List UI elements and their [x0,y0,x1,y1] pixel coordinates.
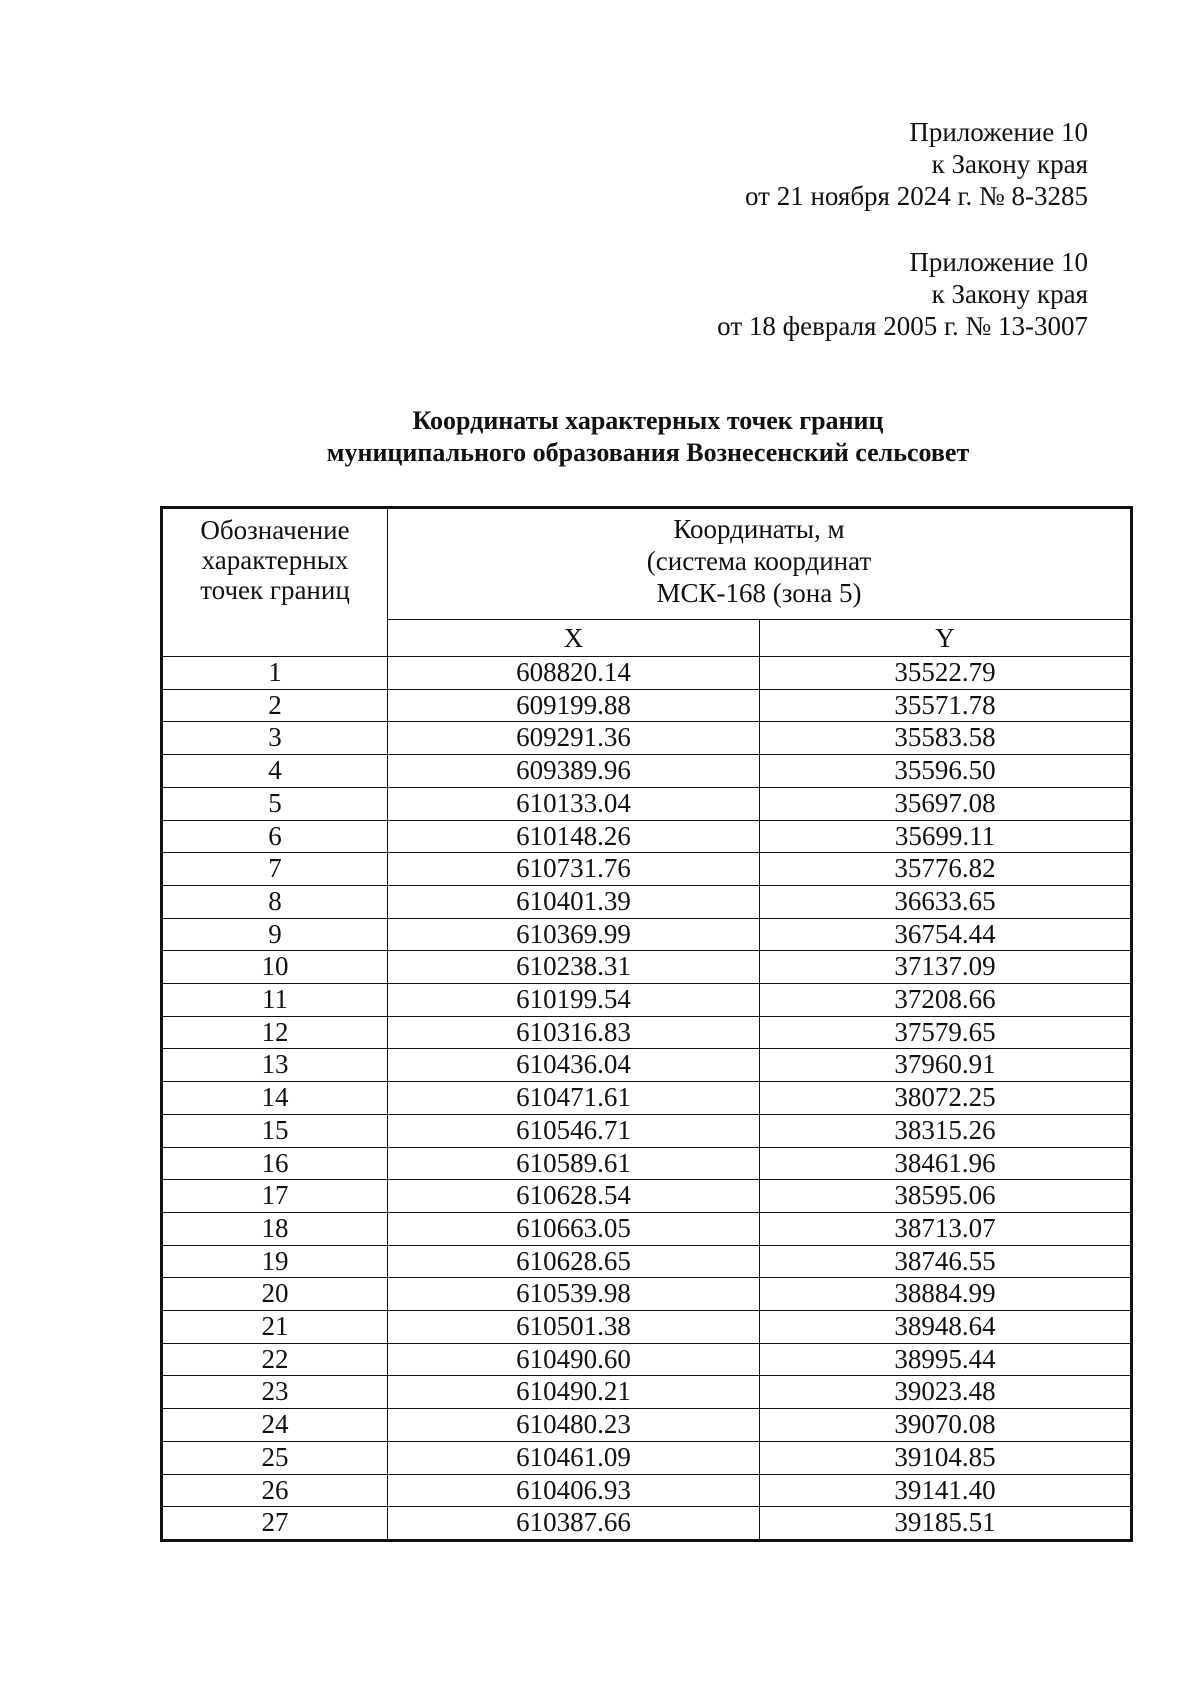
point-number-cell: 20 [162,1278,388,1311]
appendix-header-original [717,246,1088,342]
y-coordinate-cell: 35571.78 [760,689,1132,722]
table-row [162,1376,1132,1409]
table-row [162,820,1132,853]
point-number-cell: 1 [162,657,388,690]
point-number-cell: 8 [162,885,388,918]
point-number-cell: 9 [162,918,388,951]
coordinates-table [160,506,1133,1542]
table-row [162,1507,1132,1541]
header-y: Y [760,620,1132,657]
appendix-number: Приложение 10 [909,247,1088,277]
table-row [162,689,1132,722]
point-number-cell: 4 [162,755,388,788]
table-row [162,1049,1132,1082]
y-coordinate-cell: 37579.65 [760,1016,1132,1049]
point-number-cell: 19 [162,1245,388,1278]
x-coordinate-cell: 610490.21 [388,1376,760,1409]
x-coordinate-cell: 609389.96 [388,755,760,788]
point-number-cell: 5 [162,787,388,820]
point-number-cell: 2 [162,689,388,722]
table-row [162,1441,1132,1474]
y-coordinate-cell: 36754.44 [760,918,1132,951]
y-coordinate-cell: 39023.48 [760,1376,1132,1409]
header-coordinates: Координаты, м (система координат МСК-168 (зона 5) [388,508,1132,620]
coordinates-table-body [162,657,1132,1541]
header-x: X [388,620,760,657]
y-coordinate-cell: 35699.11 [760,820,1132,853]
y-coordinate-cell: 39104.85 [760,1441,1132,1474]
table-row [162,1180,1132,1213]
table-row [162,918,1132,951]
point-number-cell: 7 [162,853,388,886]
table-row [162,787,1132,820]
x-coordinate-cell: 610731.76 [388,853,760,886]
table-row [162,951,1132,984]
table-row [162,657,1132,690]
x-coordinate-cell: 608820.14 [388,657,760,690]
appendix-date: от 21 ноября 2024 г. № 8-3285 [745,181,1088,211]
table-row [162,1016,1132,1049]
point-number-cell: 11 [162,984,388,1017]
y-coordinate-cell: 35522.79 [760,657,1132,690]
y-coordinate-cell: 35697.08 [760,787,1132,820]
x-coordinate-cell: 610546.71 [388,1114,760,1147]
x-coordinate-cell: 610480.23 [388,1409,760,1442]
table-row [162,1409,1132,1442]
y-coordinate-cell: 37137.09 [760,951,1132,984]
table-row [162,1311,1132,1344]
y-coordinate-cell: 39185.51 [760,1507,1132,1541]
table-row [162,984,1132,1017]
title-line-1: Координаты характерных точек границ [412,406,884,435]
table-row [162,1278,1132,1311]
y-coordinate-cell: 38072.25 [760,1082,1132,1115]
point-number-cell: 22 [162,1343,388,1376]
y-coordinate-cell: 36633.65 [760,885,1132,918]
point-number-cell: 16 [162,1147,388,1180]
x-coordinate-cell: 610471.61 [388,1082,760,1115]
y-coordinate-cell: 38595.06 [760,1180,1132,1213]
point-number-cell: 12 [162,1016,388,1049]
x-coordinate-cell: 610133.04 [388,787,760,820]
appendix-number: Приложение 10 [909,117,1088,147]
y-coordinate-cell: 35583.58 [760,722,1132,755]
document-title [0,405,1200,469]
y-coordinate-cell: 37960.91 [760,1049,1132,1082]
x-coordinate-cell: 610199.54 [388,984,760,1017]
x-coordinate-cell: 610387.66 [388,1507,760,1541]
point-number-cell: 17 [162,1180,388,1213]
title-line-2: муниципального образования Вознесенский сельсовет [326,438,970,467]
x-coordinate-cell: 610316.83 [388,1016,760,1049]
point-number-cell: 26 [162,1474,388,1507]
x-coordinate-cell: 610490.60 [388,1343,760,1376]
appendix-date: от 18 февраля 2005 г. № 13-3007 [717,311,1088,341]
x-coordinate-cell: 609291.36 [388,722,760,755]
x-coordinate-cell: 609199.88 [388,689,760,722]
table-row [162,853,1132,886]
y-coordinate-cell: 35776.82 [760,853,1132,886]
point-number-cell: 24 [162,1409,388,1442]
x-coordinate-cell: 610436.04 [388,1049,760,1082]
y-coordinate-cell: 39141.40 [760,1474,1132,1507]
appendix-law-ref: к Закону края [931,149,1088,179]
x-coordinate-cell: 610148.26 [388,820,760,853]
y-coordinate-cell: 37208.66 [760,984,1132,1017]
y-coordinate-cell: 38746.55 [760,1245,1132,1278]
point-number-cell: 14 [162,1082,388,1115]
header-point-designation: Обозначение характерных точек границ [162,508,388,657]
y-coordinate-cell: 39070.08 [760,1409,1132,1442]
x-coordinate-cell: 610406.93 [388,1474,760,1507]
table-row [162,1474,1132,1507]
table-row [162,1082,1132,1115]
x-coordinate-cell: 610238.31 [388,951,760,984]
point-number-cell: 27 [162,1507,388,1541]
table-row [162,885,1132,918]
y-coordinate-cell: 38713.07 [760,1212,1132,1245]
point-number-cell: 3 [162,722,388,755]
x-coordinate-cell: 610501.38 [388,1311,760,1344]
x-coordinate-cell: 610539.98 [388,1278,760,1311]
table-row [162,1343,1132,1376]
y-coordinate-cell: 38461.96 [760,1147,1132,1180]
table-row [162,722,1132,755]
point-number-cell: 6 [162,820,388,853]
y-coordinate-cell: 38884.99 [760,1278,1132,1311]
x-coordinate-cell: 610589.61 [388,1147,760,1180]
point-number-cell: 18 [162,1212,388,1245]
y-coordinate-cell: 38995.44 [760,1343,1132,1376]
x-coordinate-cell: 610369.99 [388,918,760,951]
table-row [162,1212,1132,1245]
x-coordinate-cell: 610628.65 [388,1245,760,1278]
x-coordinate-cell: 610401.39 [388,885,760,918]
point-number-cell: 15 [162,1114,388,1147]
appendix-header-current [745,116,1088,212]
y-coordinate-cell: 38948.64 [760,1311,1132,1344]
point-number-cell: 21 [162,1311,388,1344]
point-number-cell: 25 [162,1441,388,1474]
table-row [162,755,1132,788]
x-coordinate-cell: 610663.05 [388,1212,760,1245]
appendix-law-ref: к Закону края [931,279,1088,309]
x-coordinate-cell: 610628.54 [388,1180,760,1213]
x-coordinate-cell: 610461.09 [388,1441,760,1474]
point-number-cell: 10 [162,951,388,984]
table-row [162,1245,1132,1278]
point-number-cell: 13 [162,1049,388,1082]
table-row [162,1147,1132,1180]
y-coordinate-cell: 35596.50 [760,755,1132,788]
y-coordinate-cell: 38315.26 [760,1114,1132,1147]
point-number-cell: 23 [162,1376,388,1409]
table-row [162,1114,1132,1147]
